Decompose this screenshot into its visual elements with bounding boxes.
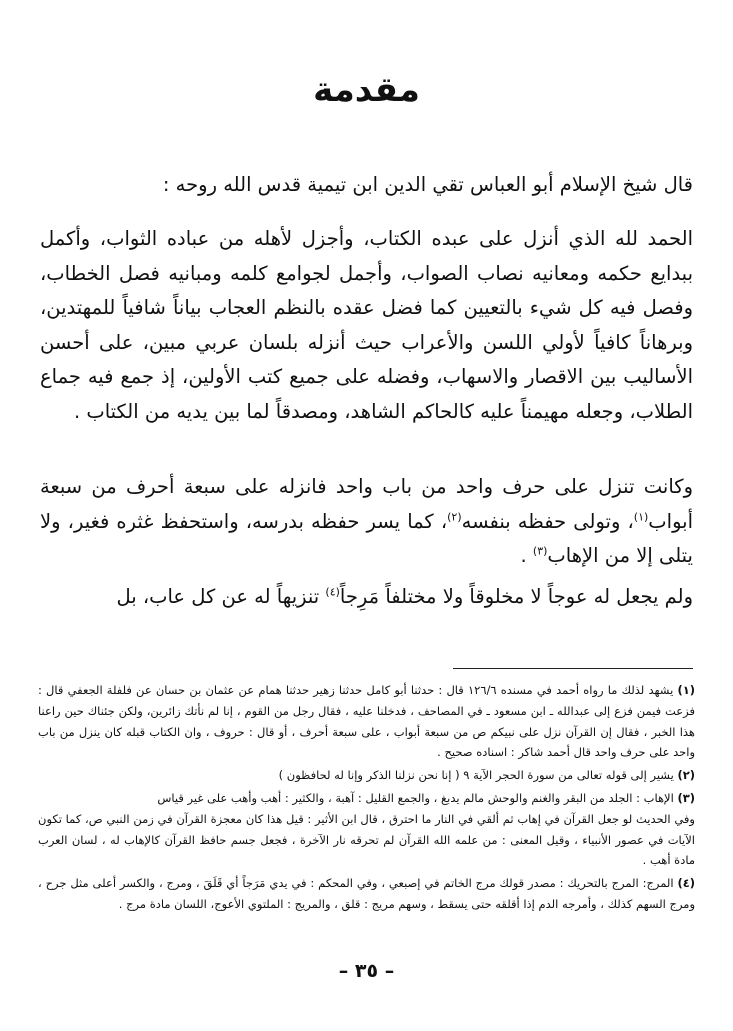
footnote-number: (٣) [677,790,695,805]
footnote-divider [453,668,693,669]
footnote-text: يشير إلى قوله تعالى من سورة الحجر الآية ٩ ( إنا نحن نزلنا الذكر وإنا له لحافظون ) [278,768,674,783]
paragraph-2-text: . [520,544,533,567]
footnote-text: المرج: المرج بالتحريك : مصدر قولك مرج الخاتم في إصبعي ، وفي المحكم : في يدي مَرَجاً أي قَلَقَ ، ومرج ، والكسر أعلى مثل جرح ، ومرج السهم كذلك ، وأمرجه الدم إذا أقلقه حتى يسقط ، وسهم مريج : قلق ، والمريج : الملتوي الأعوج، اللسان مادة مرج . [38,876,695,911]
paragraph-3-text: تنزيهاً له عن كل عاب، بل [116,585,326,608]
intro-line: قال شيخ الإسلام أبو العباس تقي الدين ابن تيمية قدس الله روحه : [162,173,693,196]
footnote-number: (٢) [677,768,695,783]
paragraph-3 [40,580,693,615]
footnote-2 [38,765,695,786]
footnote-ref-1: (١) [633,510,649,523]
footnote-number: (٤) [677,876,696,891]
footnote-text: الإهاب : الجلد من البقر والغنم والوحش مالم يدبغ ، والجمع القليل : آهبة ، والكثير : أهب وأهب على غير قياس [157,790,674,805]
page-title: مقدمة [313,70,420,110]
footnotes [38,680,695,917]
footnote-ref-4: (٤) [325,585,340,599]
footnote-number: (١) [677,683,696,697]
footnote-text: يشهد لذلك ما رواه أحمد في مسنده ١٢٦/٦ قال : حدثنا أبو كامل حدثنا زهير حدثنا همام عن عثمان بن حسان عن فلفلة الجعفي قال : فزعت فيمن فزع إلى عبدالله ـ ابن مسعود ـ في المصاحف ، فدخلنا عليه ، فقال رجل من القوم ، إنا لم نأتك زائرين، ولكن جئناك حين راعنا هذا الخبر ، فقال إن القرآن نزل على نبيكم ص من سبعة أبواب ، على سبعة أحرف ، أو قال : حروف ، وان الكتاب قبله كان ينزل من باب واحد على حرف واحد قال أحمد شاكر : اسناده صحيح . [38,683,695,760]
footnote-4 [38,873,695,915]
paragraph-2 [40,470,693,574]
paragraph-2-text: ، كما يسر حفظه بدرسه، واستحفظ غثره فغير، ولا يتلى إلا من الإهاب [40,509,693,567]
page-number: – ٣٥ – [338,960,395,982]
paragraph-2-text: ، وتولى حفظه بنفسه [461,509,634,533]
footnote-ref-3: (٣) [532,544,548,558]
footnote-3 [38,788,695,871]
footnote-1 [38,680,695,763]
paragraph-2-text: وكانت تنزل على حرف واحد من باب واحد فانزله على سبعة أحرف من سبعة أبواب [40,475,693,533]
paragraph-1: الحمد لله الذي أنزل على عبده الكتاب، وأجزل لأهله من عباده الثواب، وأكمل ببدايع حكمه ومعانيه نصاب الصواب، وأجمل لجوامع كلمه ومبانيه فصل الخطاب، وفصل فيه كل شيء بالتعيين كما فضل عقده بالنظم العجاب بياناً شافياً للمهتدين، وبرهاناً كافياً لأولي اللسن والأعراب حيث أنزله بلسان عربي مبين، على أحسن الأساليب بين الاقصار والاسهاب، وفضله على جميع كتب الأولين، إذ جمع فيه جماع الطلاب، وجعله مهيمناً عليه كالحاكم الشاهد، ومصدقاً لما بين يديه من الكتاب . [40,227,693,423]
footnote-ref-2: (٢) [447,510,462,523]
footnote-text: وفي الحديث لو جعل القرآن في إهاب ثم ألقي في النار ما احترق ، قال ابن الأثير : قيل هذا كان معجزة القرآن في زمن النبي ص، كما تكون الآيات في عصور الأنبياء ، وقيل المعنى : من علمه الله القرآن لم تحرقه نار الآخرة ، فجعل جسم حافظ القرآن كالإهاب له ، لسان العرب مادة أهب . [38,811,695,868]
paragraph-3-text: ولم يجعل له عوجاً لا مخلوقاً ولا مختلفاً مَرِجاً [339,585,693,608]
